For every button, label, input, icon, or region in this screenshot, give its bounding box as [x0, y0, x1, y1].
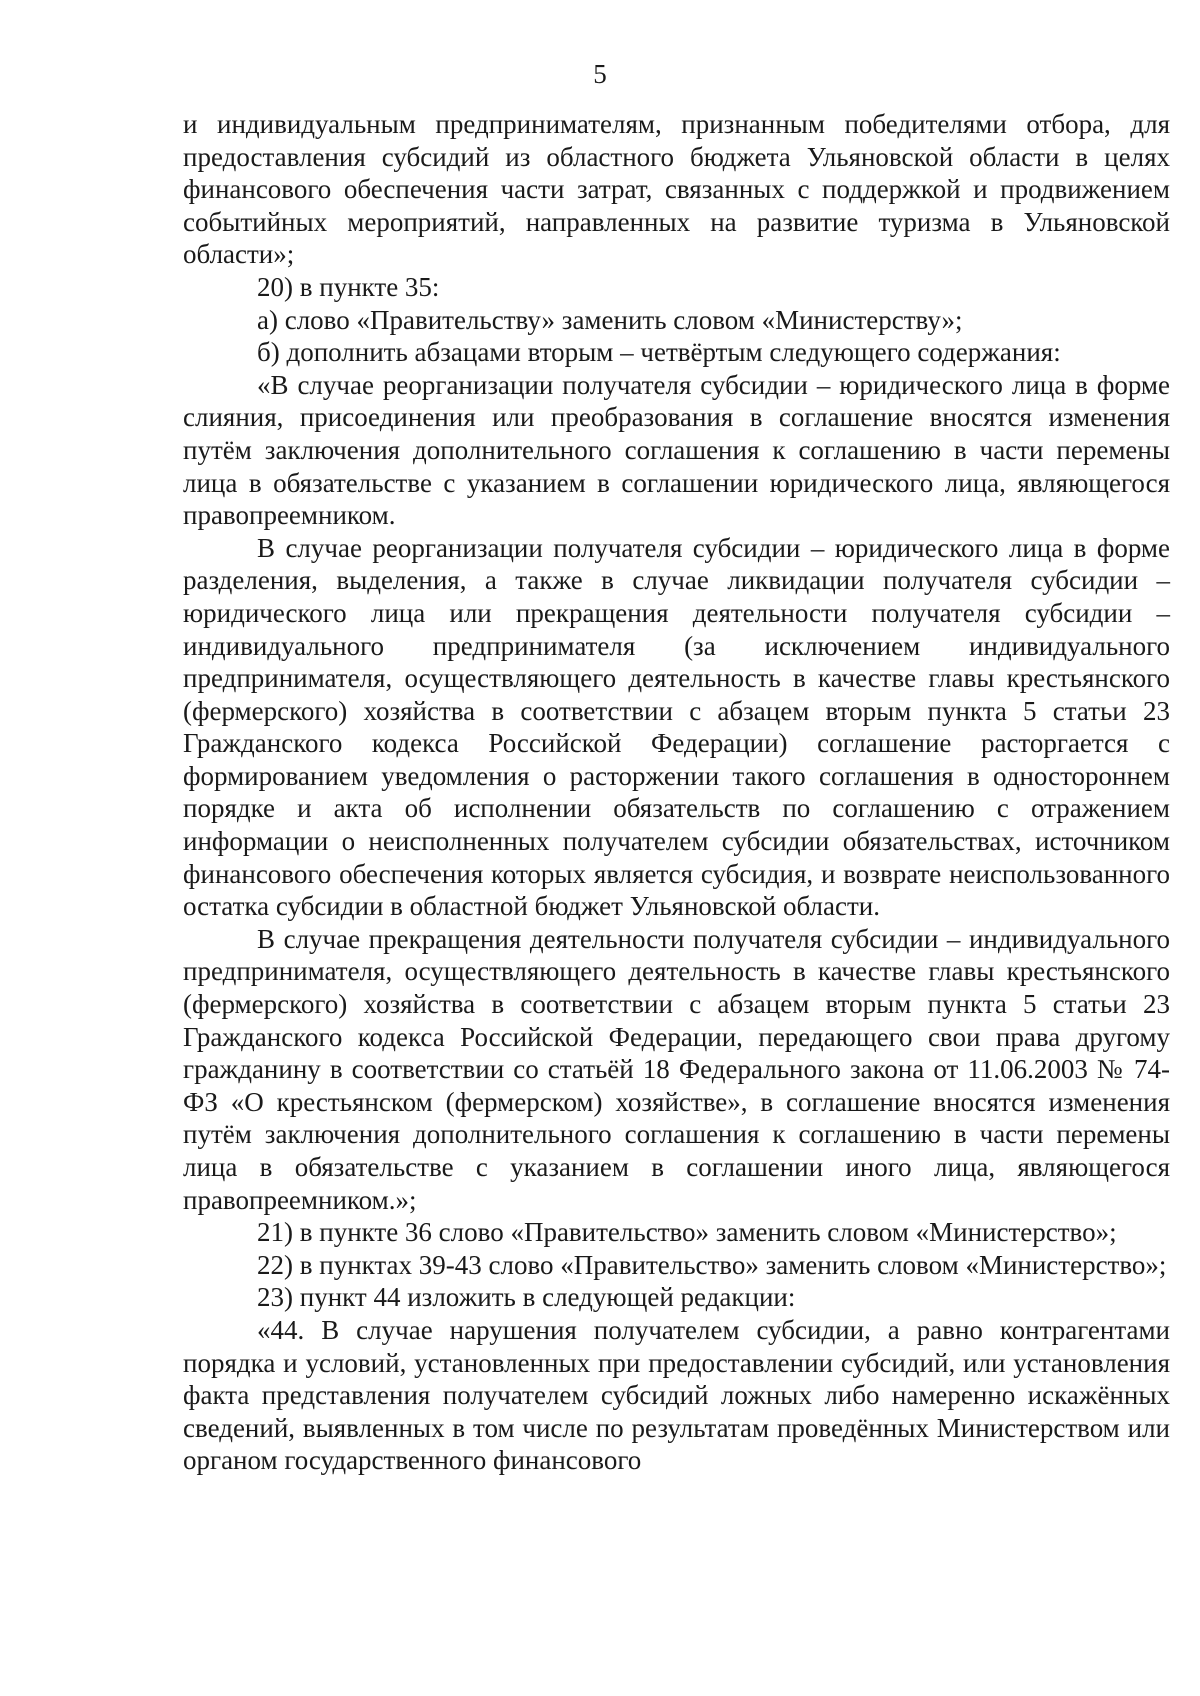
document-body	[183, 108, 1170, 1477]
paragraph-subitem-a: а) слово «Правительству» заменить словом «Министерству»;	[257, 304, 963, 335]
paragraph-quote-item-44: «44. В случае нарушения получателем субсидии, а равно контрагентами порядка и условий, установленных при предоставлении субсидий, или установления факта представления получателем субсидий ложных либо намеренно искажённых сведений, выявленных в том числе по результатам проведённых Министерством или органом государственного финансового	[183, 1314, 1170, 1476]
page-number: 5	[593, 59, 607, 89]
paragraph-item-20: 20) в пункте 35:	[257, 271, 440, 302]
paragraph-item-23: 23) пункт 44 изложить в следующей редакции:	[257, 1282, 796, 1313]
paragraph-subitem-b: б) дополнить абзацами вторым – четвёртым следующего содержания:	[257, 337, 1061, 368]
paragraph-item-21: 21) в пункте 36 слово «Правительство» заменить словом «Министерство»;	[257, 1217, 1117, 1248]
paragraph-quote-reorganization-merger: «В случае реорганизации получателя субсидии – юридического лица в форме слияния, присоединения или преобразования в соглашение вносятся изменения путём заключения дополнительного соглашения к соглашению в части перемены лица в обязательстве с указанием в соглашении юридического лица, являющегося правопреемником.	[183, 369, 1170, 531]
paragraph-termination-entrepreneur: В случае прекращения деятельности получателя субсидии – индивидуального предпринимателя, осуществляющего деятельность в качестве главы крестьянского (фермерского) хозяйства в соответствии с абзацем вторым пункта 5 статьи 23 Гражданского кодекса Российской Федерации, передающего свои права другому гражданину в соответствии со статьёй 18 Федерального закона от 11.06.2003 № 74-ФЗ «О крестьянском (фермерском) хозяйстве», в соглашение вносятся изменения путём заключения дополнительного соглашения к соглашению в части перемены лица в обязательстве с указанием в соглашении иного лица, являющегося правопреемником.»;	[183, 923, 1170, 1215]
paragraph-continuation: и индивидуальным предпринимателям, признанным победителями отбора, для предоставления субсидий из областного бюджета Ульяновской области в целях финансового обеспечения части затрат, связанных с поддержкой и продвижением событийных мероприятий, направленных на развитие туризма в Ульяновской области»;	[183, 109, 1170, 270]
paragraph-reorganization-division: В случае реорганизации получателя субсидии – юридического лица в форме разделения, выделения, а также в случае ликвидации получателя субсидии – юридического лица или прекращения деятельности получателя субсидии – индивидуального предпринимателя (за исключением индивидуального предпринимателя, осуществляющего деятельность в качестве главы крестьянского (фермерского) хозяйства в соответствии с абзацем вторым пункта 5 статьи 23 Гражданского кодекса Российской Федерации) соглашение расторгается с формированием уведомления о расторжении такого соглашения в одностороннем порядке и акта об исполнении обязательств по соглашению с отражением информации о неисполненных получателем субсидии обязательствах, источником финансового обеспечения которых является субсидия, и возврате неиспользованного остатка субсидии в областной бюджет Ульяновской области.	[183, 532, 1170, 922]
paragraph-item-22: 22) в пунктах 39-43 слово «Правительство» заменить словом «Министерство»;	[257, 1249, 1167, 1280]
